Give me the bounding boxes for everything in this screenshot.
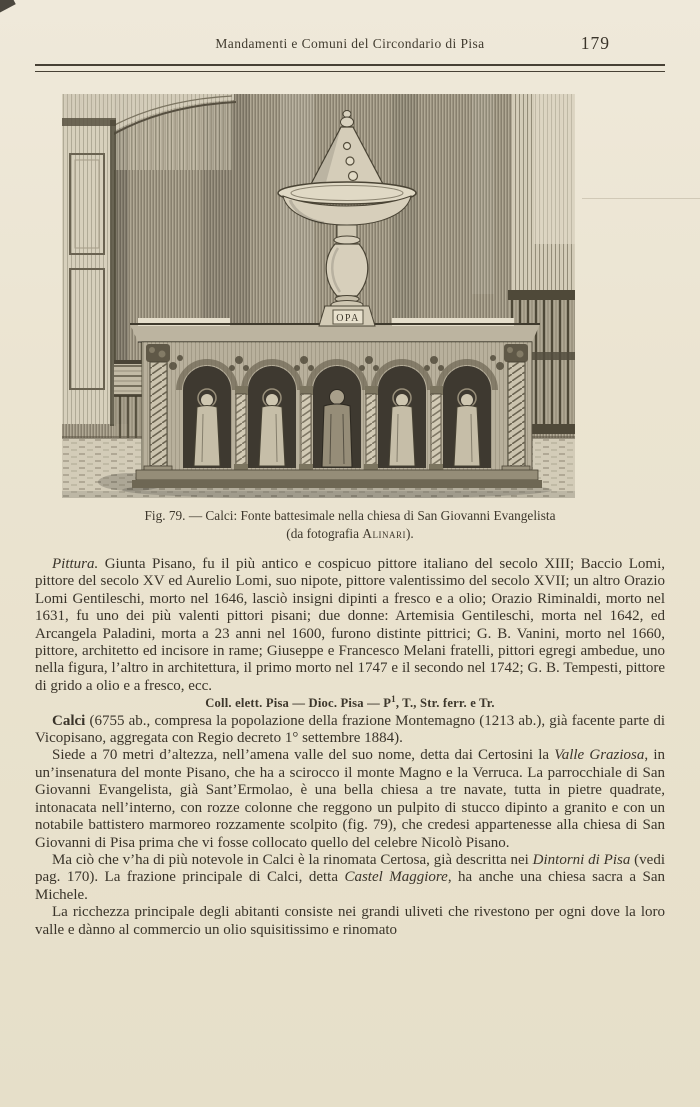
body-text — [35, 556, 665, 939]
macio-part3: , ha anche una chiesa sacra a San Michele. — [35, 869, 665, 903]
coll-prefix: Coll. elett. Pisa — Dioc. Pisa — P — [205, 696, 392, 711]
caption-line1: Fig. 79. — Calci: Fonte battesimale nella chiesa di San Giovanni Evangelista — [144, 508, 556, 523]
engraving-basin-plinth — [136, 470, 538, 480]
pittura-text: Giunta Pisano, fu il più antico e cospicuo pittore italiano del secolo XIII; Baccio Lomi, pittore del secolo XV ed Aurelio Lomi, suo nipote, pittore valentissimo del secolo XVII; un altro Orazio Lomi Gentileschi, morto nel 1646, lasciò insigni dipinti a fresco e a olio; Orazio Riminaldi, morto nel 1631, fu uno dei più valenti pittori pisani; due donne: Artemisia Gentileschi, morta nel 1642, ed Arcangela Paladini, morta a 23 anni nel 1600, furono distinte pittrici; G. B. Vanini, morto nel 1660, pittore, architetto ed incisore in rame; Giuseppe e Francesco Melani fratelli, pittori egregi ambedue, uno nella figura, l’altro in architettura, il primo morto nel 1747 e il secondo nel 1742; G. B. Tempesti, pittore di grido a olio e a fresco, ecc. — [35, 556, 665, 694]
figure-caption — [0, 507, 700, 543]
coll-suffix: , T., Str. ferr. e Tr. — [395, 696, 495, 711]
siede-part1: Siede a 70 metri d’altezza, nell’amena valle del suo nome, detta dai Certosini la — [52, 747, 555, 764]
page-header — [35, 33, 665, 56]
caption-line2-prefix: (da fotografia — [286, 526, 363, 541]
engraving-baptismal-font — [62, 94, 575, 498]
macio-part2: (vedi pag. 170). La frazione principale di Calci, detta — [35, 851, 665, 886]
page-number: 179 — [580, 33, 610, 53]
caption-photographer: Alinari — [362, 526, 406, 541]
running-title: Mandamenti e Comuni del Circondario di Pisa — [215, 36, 485, 51]
paragraph-ricchezza — [35, 904, 665, 939]
figure-engraving — [62, 94, 575, 498]
line-collegio-elettorale — [35, 695, 665, 712]
double-rule — [35, 64, 665, 72]
macio-part1: Ma ciò che v’ha di più notevole in Calci è la rinomata Certosa, già descritta nei — [52, 851, 533, 868]
macio-italic2: Castel Maggiore — [344, 869, 448, 886]
caption-line2 — [0, 525, 700, 543]
engraving-basin — [130, 318, 542, 488]
paragraph-siede — [35, 747, 665, 851]
ricchezza-text: La ricchezza principale degli abitanti consiste nei grandi uliveti che rivestono per ogni dove la loro valle e dànno al commercio un olio squisitissimo e rinomato — [35, 904, 665, 938]
scan-crease — [582, 198, 700, 199]
coll-superscript: 1 — [391, 694, 396, 705]
calci-lead: Calci — [52, 712, 86, 729]
macio-italic1: Dintorni di Pisa — [532, 851, 631, 868]
paragraph-macio — [35, 852, 665, 904]
scan-corner-artifact — [0, 0, 16, 13]
engraving-basin-base — [132, 480, 542, 488]
calci-text: (6755 ab., compresa la popolazione della frazione Montemagno (1213 ab.), già facente parte di Vicopisano, aggregata con Regio decreto 1° settembre 1884). — [35, 712, 665, 747]
engraving-arches — [179, 362, 495, 468]
paragraph-pittura — [35, 556, 665, 695]
paragraph-calci — [35, 713, 665, 748]
pittura-lead: Pittura. — [52, 556, 99, 572]
caption-line2-suffix: ). — [405, 526, 414, 541]
engraving-door — [62, 118, 116, 426]
siede-italic1: Valle Graziosa — [554, 747, 645, 764]
siede-part2: , in un’insenatura del monte Pisano, che ha a scirocco il monte Magno e la Verruca. La parrocchiale di San Giovanni Evangelista, già Sant’Ermolao, è una bella chiesa a tre navate, tutta in pietre quadrate, intonacata nell’interno, con rozze colonne che reggono un pulpito di stucco dipinto a granito e con un notabile battistero marmoreo rozzamente scolpito (fig. 79), che credesi appartenesse alla chiesa di San Giovanni di Pisa prima che vi fosse collocato quello del celebre Nicolò Pisano. — [35, 747, 665, 851]
font-inscription: OPA — [336, 313, 360, 324]
